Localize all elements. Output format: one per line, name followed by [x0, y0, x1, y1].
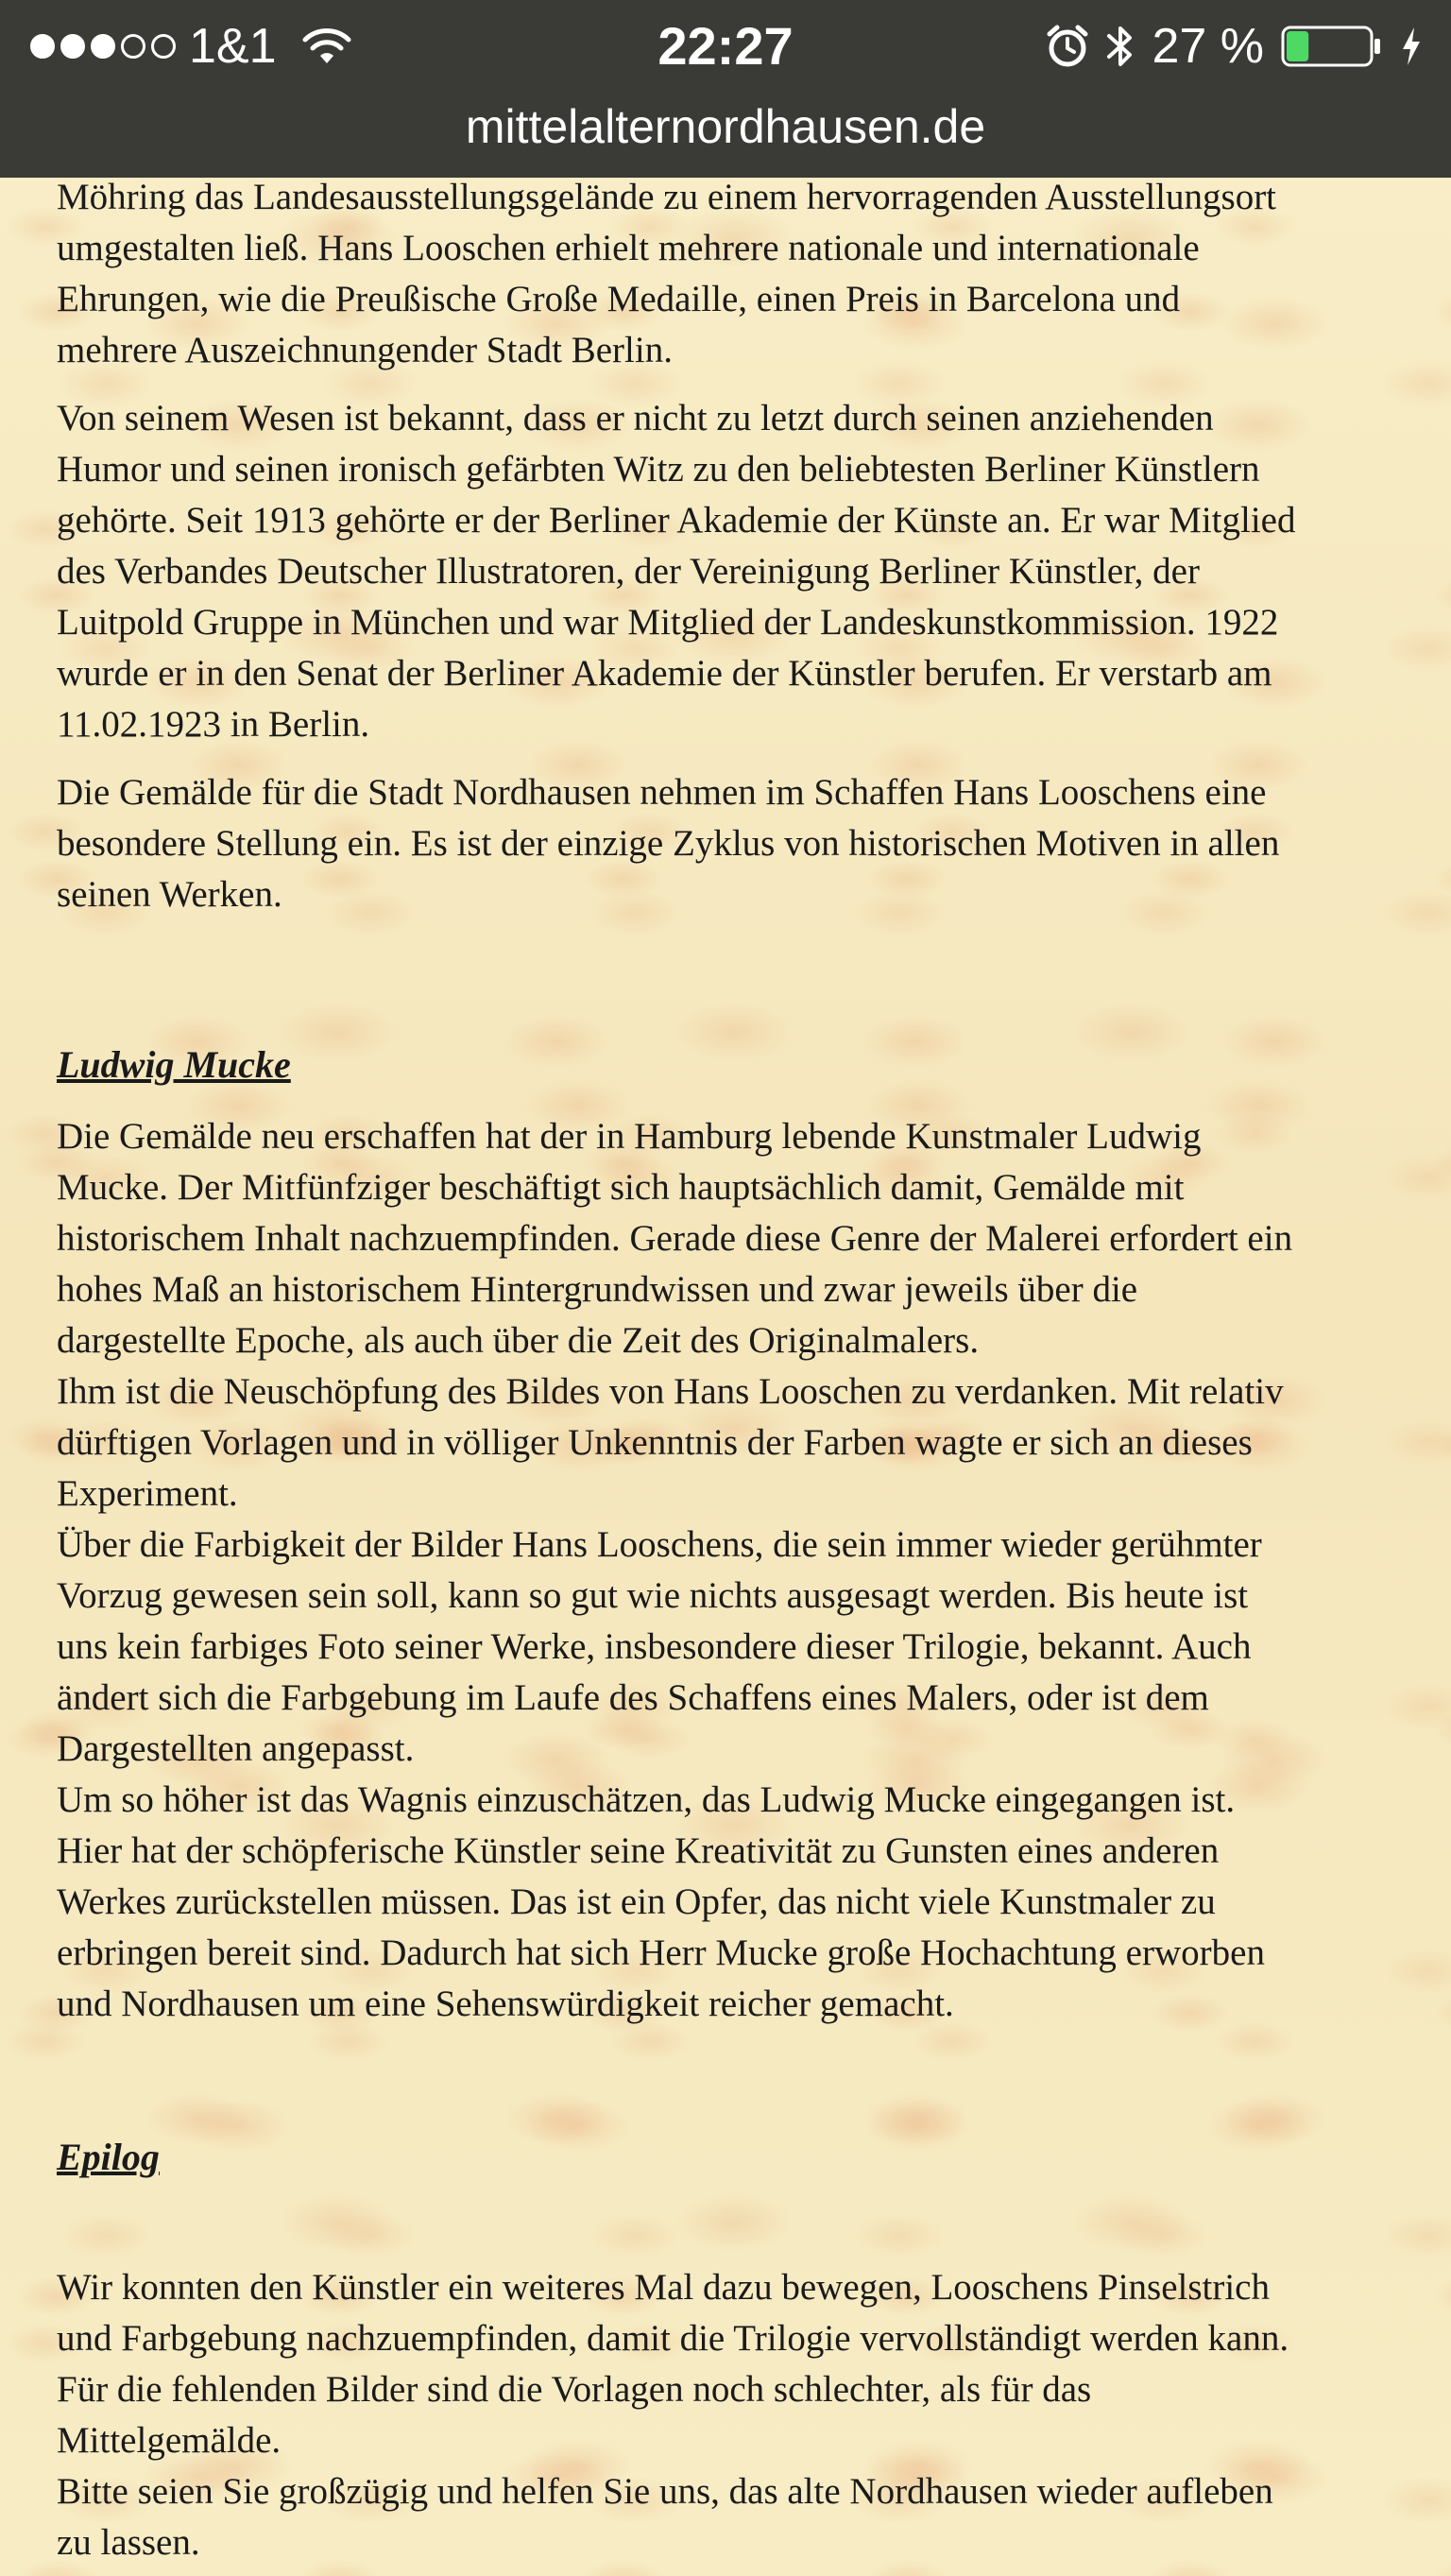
text-line: mehrere Auszeichnungender Stadt Berlin. — [57, 330, 673, 370]
paragraph-gemaelde — [57, 767, 1436, 920]
address-bar[interactable] — [0, 91, 1451, 178]
text-line: Die Gemälde neu erschaffen hat der in Hamburg lebende Kunstmaler Ludwig — [57, 1116, 1202, 1157]
text-line: Humor und seinen ironisch gefärbten Witz zu den beliebtesten Berliner Künstlern — [57, 449, 1260, 489]
text-line: und Nordhausen um eine Sehenswürdigkeit reicher gemacht. — [57, 1984, 954, 2024]
text-line: hohes Maß an historischem Hintergrundwissen und zwar jeweils über die — [57, 1269, 1138, 1310]
text-line: Experiment. — [57, 1473, 238, 1514]
text-line: Ehrungen, wie die Preußische Große Medaille, einen Preis in Barcelona und — [57, 279, 1181, 319]
text-line: Luitpold Gruppe in München und war Mitglied der Landeskunstkommission. 1922 — [57, 602, 1279, 643]
status-right — [1046, 13, 1423, 79]
charging-bolt-icon — [1400, 26, 1423, 67]
battery-icon — [1281, 25, 1383, 68]
text-line: Dargestellten angepasst. — [57, 1728, 415, 1769]
text-line: uns kein farbiges Foto seiner Werke, insbesondere dieser Trilogie, bekannt. Auch — [57, 1626, 1252, 1667]
text-line: umgestalten ließ. Hans Looschen erhielt mehrere nationale und internationale — [57, 228, 1200, 268]
intro-paragraph — [57, 172, 1436, 376]
text-line: 11.02.1923 in Berlin. — [57, 704, 370, 745]
text-line: Möhring das Landesausstellungsgelände zu einem hervorragenden Ausstellungsort — [57, 177, 1277, 217]
text-line: historischem Inhalt nachzuempfinden. Gerade diese Genre der Malerei erfordert ein — [57, 1218, 1293, 1259]
text-line: zu lassen. — [57, 2522, 200, 2563]
text-line: Um so höher ist das Wagnis einzuschätzen, das Ludwig Mucke eingegangen ist. — [57, 1779, 1236, 1820]
text-line: Bitte seien Sie großzügig und helfen Sie uns, das alte Nordhausen wieder aufleben — [57, 2471, 1273, 2512]
url-domain[interactable]: mittelalternordhausen.de — [465, 100, 986, 153]
text-line: Über die Farbigkeit der Bilder Hans Looschens, die sein immer wieder gerühmter — [57, 1524, 1262, 1565]
text-line: und Farbgebung nachzuempfinden, damit die Trilogie vervollständigt werden kann. — [57, 2318, 1289, 2359]
text-line: dargestellte Epoche, als auch über die Zeit des Originalmalers. — [57, 1320, 980, 1361]
clock-time: 22:27 — [657, 16, 794, 76]
text-line: ändert sich die Farbgebung im Laufe des Schaffens eines Malers, oder ist dem — [57, 1677, 1209, 1718]
text-line: Werkes zurückstellen müssen. Das ist ein Opfer, das nicht viele Kunstmaler zu — [57, 1881, 1216, 1922]
carrier-name: 1&1 — [189, 19, 277, 74]
text-line: wurde er in den Senat der Berliner Akademie der Künstler berufen. Er verstarb am — [57, 653, 1272, 694]
battery-percent: 27 % — [1152, 19, 1264, 74]
text-line: des Verbandes Deutscher Illustratoren, der Vereinigung Berliner Künstler, der — [57, 551, 1200, 592]
text-line: Hier hat der schöpferische Künstler seine Kreativität zu Gunsten eines anderen — [57, 1830, 1220, 1871]
heading-ludwig-mucke: Ludwig Mucke — [57, 1043, 291, 1086]
text-line: seinen Werken. — [57, 874, 282, 915]
text-line: gehörte. Seit 1913 gehörte er der Berliner Akademie der Künste an. Er war Mitglied — [57, 500, 1296, 541]
text-line: Ihm ist die Neuschöpfung des Bildes von Hans Looschen zu verdanken. Mit relativ — [57, 1371, 1284, 1412]
text-line: besondere Stellung ein. Es ist der einzige Zyklus von historischen Motiven in allen — [57, 823, 1280, 864]
text-line: dürftigen Vorlagen und in völliger Unkenntnis der Farben wagte er sich an dieses — [57, 1422, 1253, 1463]
heading-epilog: Epilog — [57, 2136, 160, 2178]
text-line: Die Gemälde für die Stadt Nordhausen nehmen im Schaffen Hans Looschens eine — [57, 772, 1267, 813]
paragraph-mucke — [57, 1111, 1436, 2030]
text-line: Wir konnten den Künstler ein weiteres Mal dazu bewegen, Looschens Pinselstrich — [57, 2267, 1270, 2308]
text-line: Mucke. Der Mitfünfziger beschäftigt sich hauptsächlich damit, Gemälde mit — [57, 1167, 1185, 1208]
paragraph-epilog — [57, 2262, 1436, 2568]
paragraph-wesen — [57, 393, 1436, 750]
text-line: Vorzug gewesen sein soll, kann so gut wie nichts ausgesagt werden. Bis heute ist — [57, 1575, 1249, 1616]
text-line: erbringen bereit sind. Dadurch hat sich Herr Mucke große Hochachtung erworben — [57, 1932, 1265, 1973]
bluetooth-icon — [1106, 23, 1135, 70]
text-line: Mittelgemälde. — [57, 2420, 282, 2461]
status-bar — [0, 0, 1451, 91]
alarm-clock-icon — [1046, 25, 1089, 68]
text-line: Von seinem Wesen ist bekannt, dass er nicht zu letzt durch seinen anziehenden — [57, 398, 1214, 438]
text-line: Für die fehlenden Bilder sind die Vorlagen noch schlechter, als für das — [57, 2369, 1092, 2410]
article-content — [57, 172, 1436, 2568]
